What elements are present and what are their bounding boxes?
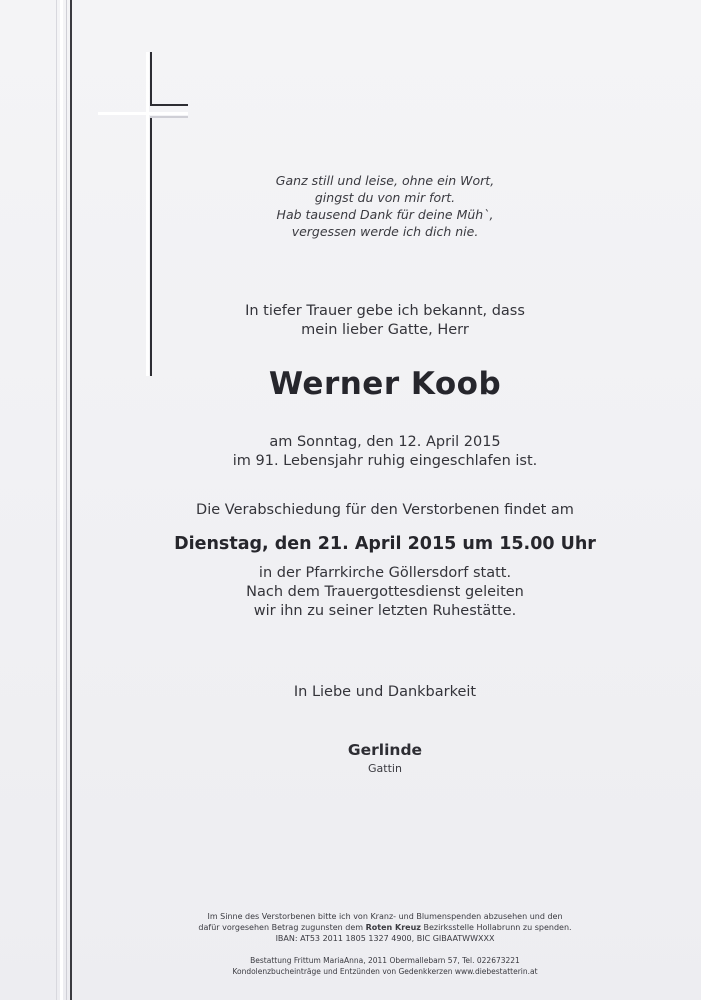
border-line [70, 0, 72, 1000]
poem-line: gingst du von mir fort. [314, 190, 456, 205]
poem-line: Ganz still und leise, ohne ein Wort, [275, 173, 495, 188]
donation-line: dafür vorgesehen Betrag zugunsten dem Roten Kreuz Bezirksstelle Hollabrunn zu spenden. [198, 923, 572, 932]
poem-line: Hab tausend Dank für deine Müh`, [276, 207, 494, 222]
farewell-intro: Die Verabschiedung für den Verstorbenen findet am [196, 502, 574, 518]
undertaker-info [120, 956, 650, 977]
farewell-datetime: Dienstag, den 21. April 2015 um 15.00 Uhr [174, 534, 596, 554]
signer-name: Gerlinde [347, 741, 423, 759]
charity-name: Roten Kreuz [365, 923, 421, 932]
bank-details: IBAN: AT53 2011 1805 1327 4900, BIC GIBAATWWXXX [275, 934, 495, 943]
condolence-line: Kondolenzbucheinträge und Entzünden von Gedenkkerzen www.diebestatterin.at [232, 966, 538, 976]
donation-line: Im Sinne des Verstorbenen bitte ich von Kranz- und Blumenspenden abzusehen und den [207, 912, 563, 921]
death-details [120, 433, 650, 471]
poem-line: vergessen werde ich dich nie. [291, 224, 479, 239]
undertaker-line: Bestattung Frittum MariaAnna, 2011 Obermallebarn 57, Tel. 022673221 [250, 956, 520, 965]
border-line [66, 0, 67, 1000]
memorial-poem [120, 172, 650, 240]
intro-line: In tiefer Trauer gebe ich bekannt, dass [245, 303, 525, 319]
farewell-place [120, 564, 650, 621]
place-line: Nach dem Trauergottesdienst geleiten [246, 584, 524, 600]
border-line [56, 0, 57, 1000]
border-line [60, 0, 63, 1000]
place-line: in der Pfarrkirche Göllersdorf statt. [258, 565, 512, 581]
death-date-line: am Sonntag, den 12. April 2015 [269, 434, 501, 450]
death-age-line: im 91. Lebensjahr ruhig eingeschlafen ist. [232, 453, 538, 469]
intro-line: mein lieber Gatte, Herr [301, 322, 469, 338]
donation-note [120, 911, 650, 944]
place-line: wir ihn zu seiner letzten Ruhestätte. [253, 603, 517, 619]
closing-phrase: In Liebe und Dankbarkeit [293, 684, 477, 700]
deceased-name: Werner Koob [268, 366, 502, 402]
announcement-intro [120, 302, 650, 340]
signer-relation: Gattin [368, 762, 402, 775]
